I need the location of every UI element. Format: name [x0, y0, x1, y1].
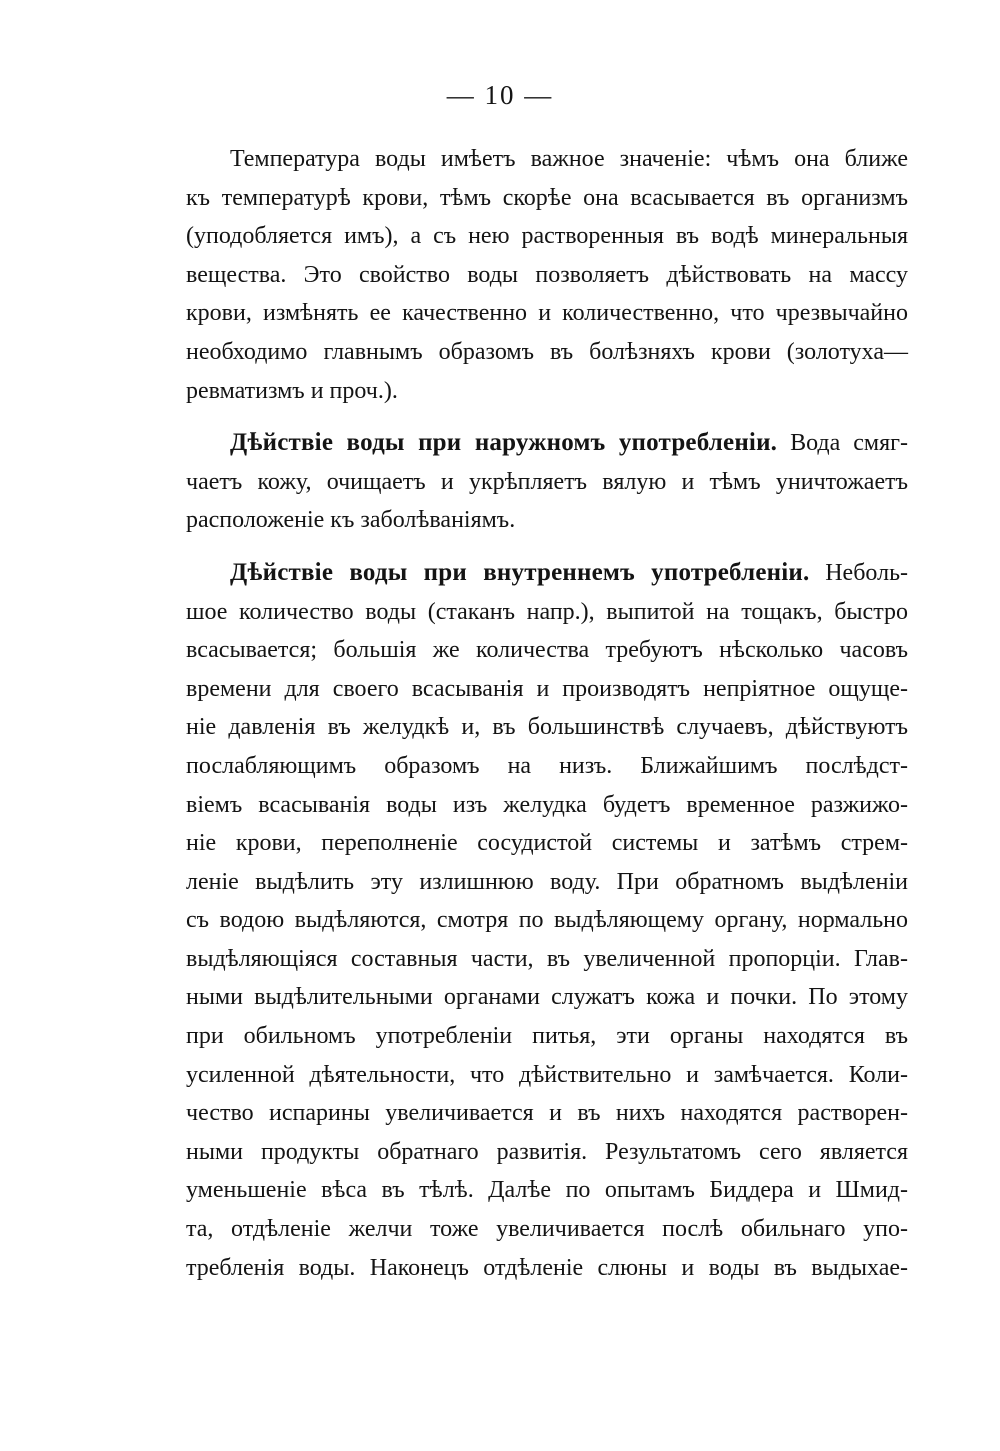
text-line: ніе крови, переполненіе сосудистой системы и затѣмъ стрем-	[186, 830, 908, 857]
text-line: віемъ всасыванія воды изъ желудка будетъ временное разжижо-	[186, 791, 908, 818]
text-line: ными выдѣлительными органами служатъ кожа и почки. По этому	[186, 984, 908, 1011]
text-line: вещества. Это свойство воды позволяетъ дѣйствовать на массу	[186, 261, 908, 288]
text-line: чаетъ кожу, очищаетъ и укрѣпляетъ вялую и тѣмъ уничтожаетъ	[186, 468, 908, 495]
text-line: времени для своего всасыванія и производятъ непріятное ощуще-	[186, 675, 908, 702]
text-line-rest: Неболь-	[825, 559, 909, 586]
section-heading-external-use: Дѣйствіе воды при наружномъ употребленіи.	[230, 429, 778, 457]
page-body-text	[186, 140, 908, 1287]
paragraph-internal-use	[186, 554, 908, 1287]
paragraph-water-temperature	[186, 140, 908, 410]
text-line: ными продукты обратнаго развитія. Результатомъ сего является	[186, 1138, 908, 1165]
text-line: необходимо главнымъ образомъ въ болѣзняхъ крови (золотуха—	[186, 338, 908, 365]
section-heading-internal-use: Дѣйствіе воды при внутреннемъ употребленіи.	[230, 558, 810, 586]
text-line: расположеніе къ заболѣваніямъ.	[186, 507, 516, 534]
text-line: леніе выдѣлить эту излишнюю воду. При обратномъ выдѣленіи	[186, 868, 908, 895]
text-line: требленія воды. Наконецъ отдѣленіе слюны и воды въ выдыхае-	[186, 1254, 908, 1281]
text-line	[186, 554, 908, 593]
text-line: ніе давленія въ желудкѣ и, въ большинствѣ случаевъ, дѣйствуютъ	[186, 714, 908, 741]
text-line: всасывается; большія же количества требуютъ нѣсколько часовъ	[186, 637, 908, 664]
text-line: та, отдѣленіе желчи тоже увеличивается послѣ обильнаго упо-	[186, 1216, 908, 1243]
text-line: усиленной дѣятельности, что дѣйствительно и замѣчается. Коли-	[186, 1061, 908, 1088]
text-line: ревматизмъ и проч.).	[186, 377, 398, 404]
text-line: чество испарины увеличивается и въ нихъ находятся растворен-	[186, 1100, 908, 1127]
text-line: уменьшеніе вѣса въ тѣлѣ. Далѣе по опытамъ Биддера и Шмид-	[186, 1177, 908, 1204]
text-line: шое количество воды (стаканъ напр.), выпитой на тощакъ, быстро	[186, 598, 908, 625]
text-line	[186, 424, 908, 463]
text-line: при обильномъ употребленіи питья, эти органы находятся въ	[186, 1023, 908, 1050]
text-line: выдѣляющіяся составныя части, въ увеличенной пропорціи. Глав-	[186, 945, 908, 972]
text-line-rest: Вода смяг-	[790, 430, 908, 457]
text-line: (уподобляется имъ), а съ нею растворенныя въ водѣ минеральныя	[186, 223, 908, 250]
paragraph-external-use	[186, 424, 908, 540]
text-line: къ температурѣ крови, тѣмъ скорѣе она всасывается въ организмъ	[186, 184, 908, 211]
text-line: Температура воды имѣетъ важное значеніе: чѣмъ она ближе	[230, 146, 908, 172]
text-line: послабляющимъ образомъ на низъ. Ближайшимъ послѣдст-	[186, 752, 908, 779]
text-line: крови, измѣнять ее качественно и количественно, что чрезвычайно	[186, 300, 908, 327]
text-line: съ водою выдѣляются, смотря по выдѣляющему органу, нормально	[186, 907, 908, 934]
page-number: — 10 —	[446, 80, 554, 110]
